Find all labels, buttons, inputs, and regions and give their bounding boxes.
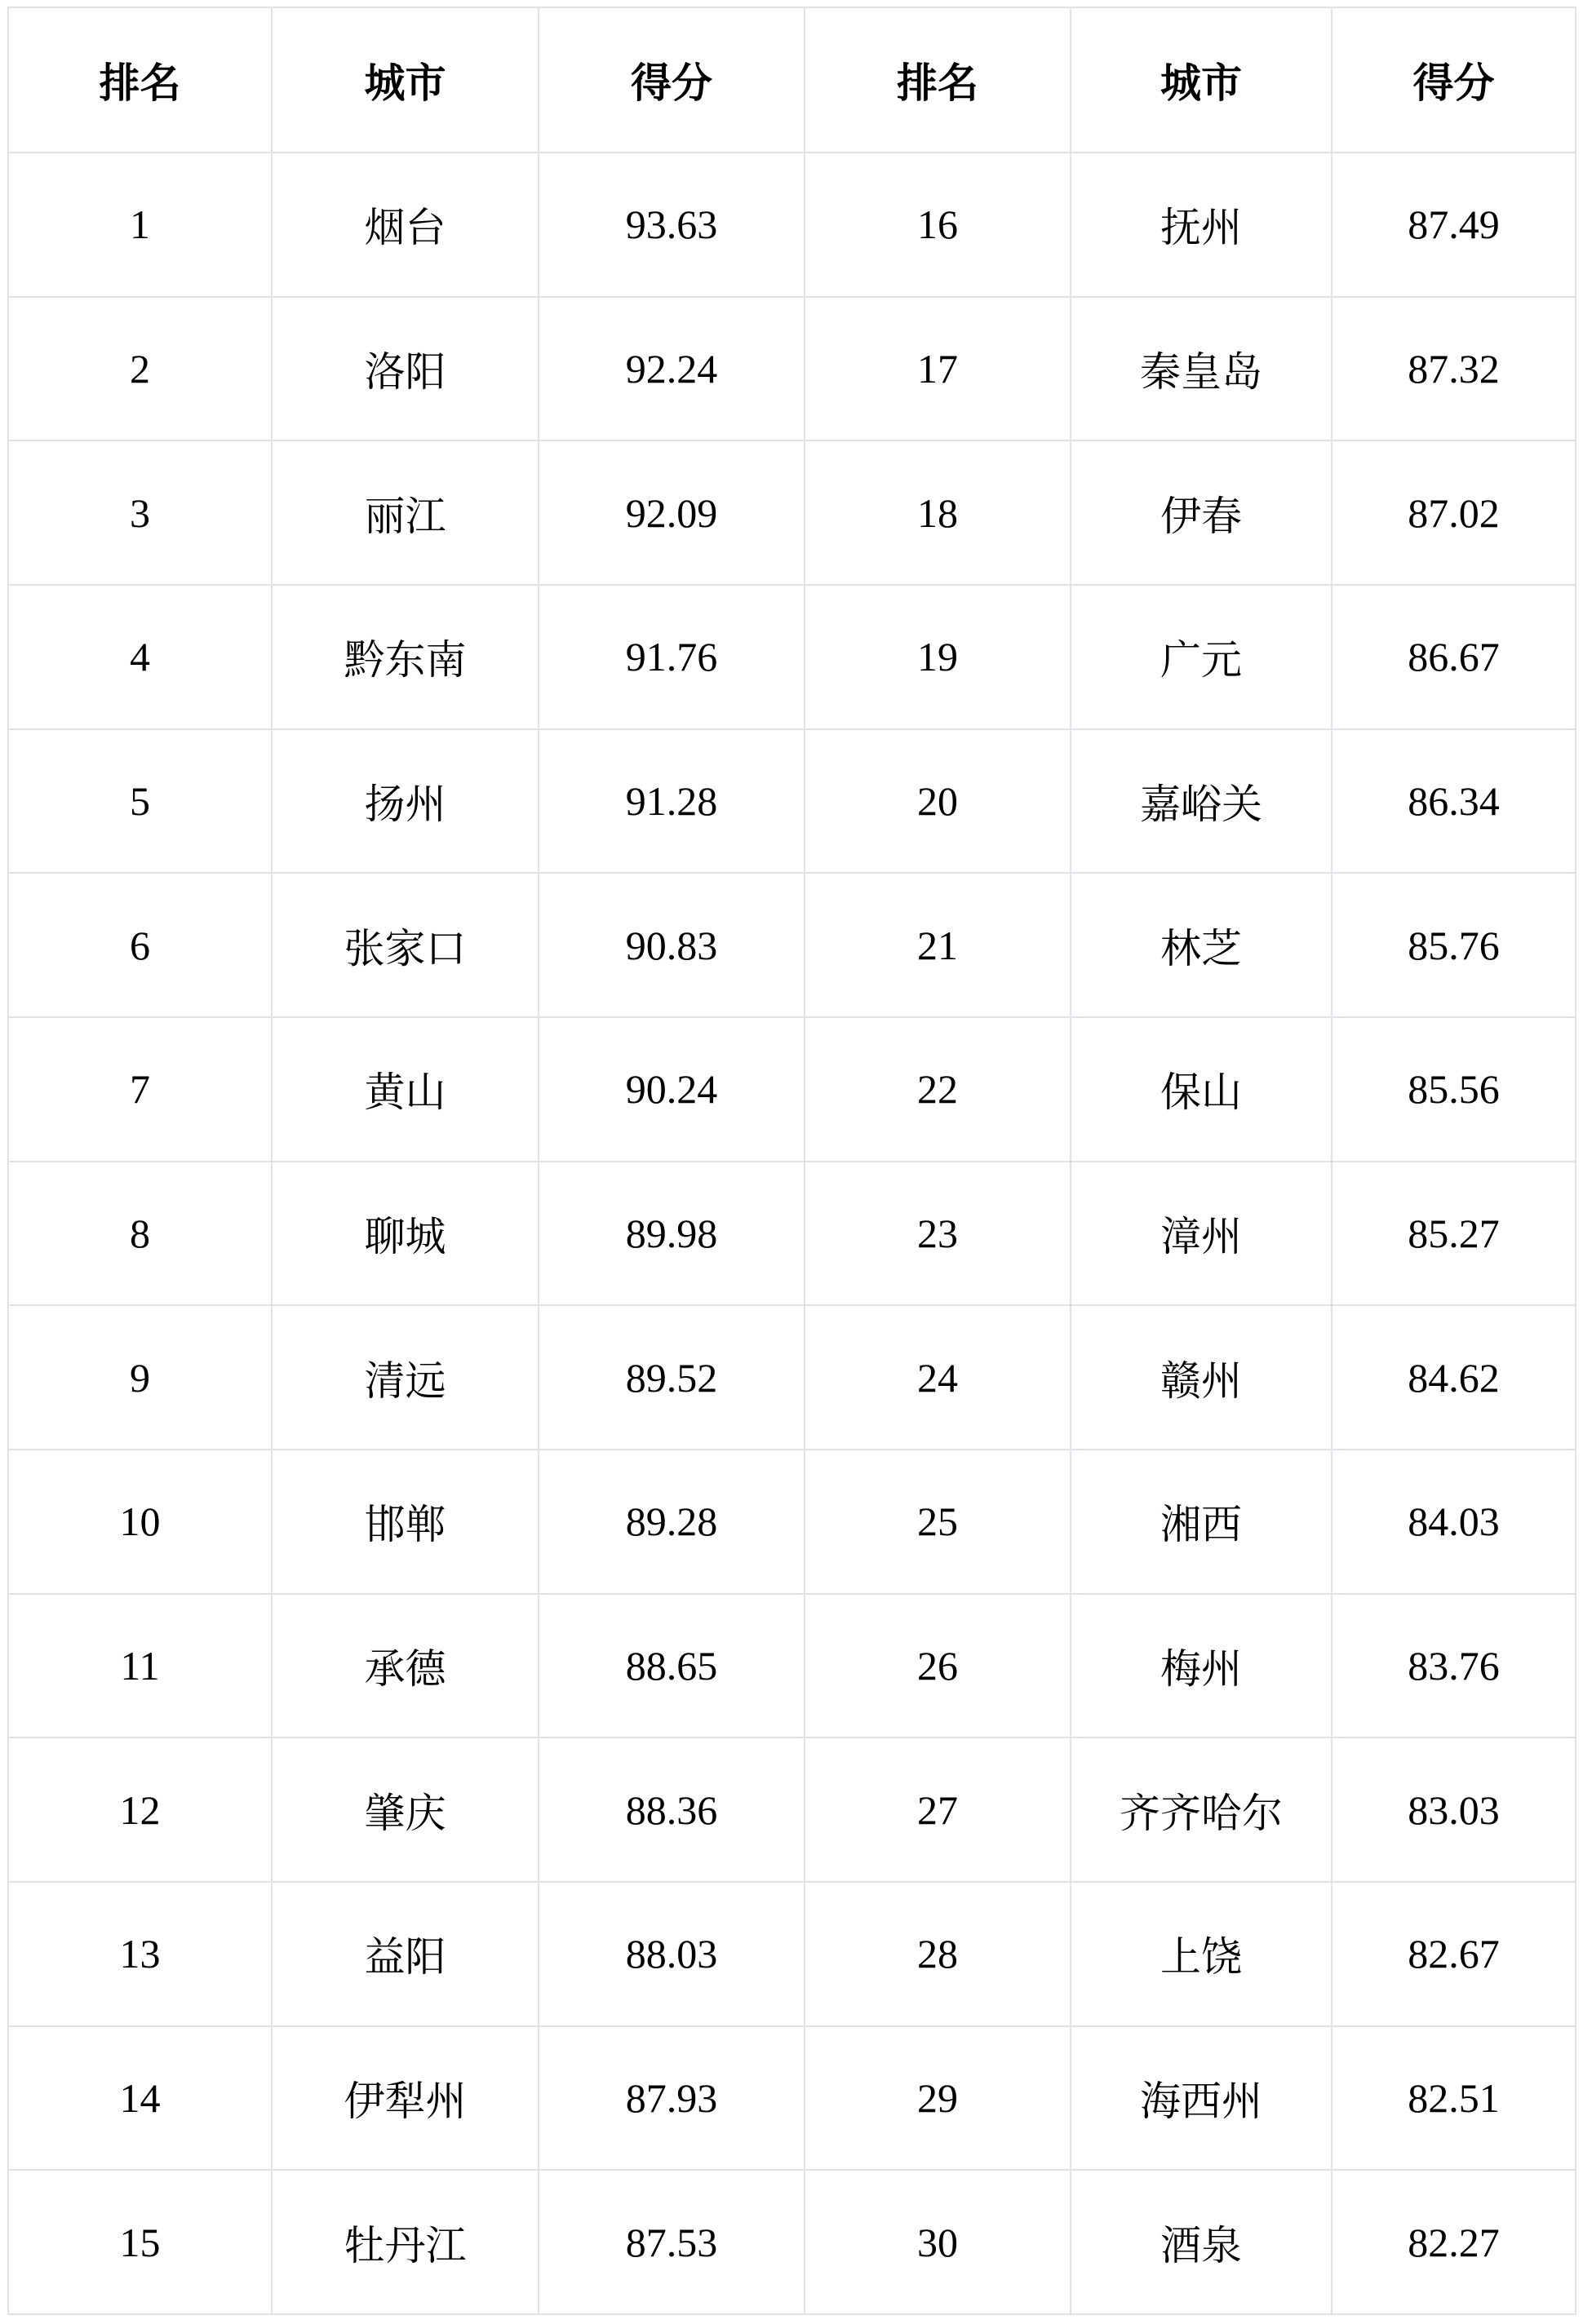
city-cell: 漳州 bbox=[1071, 1162, 1332, 1306]
city-cell: 清远 bbox=[272, 1305, 539, 1450]
score-cell: 84.62 bbox=[1332, 1305, 1576, 1450]
score-cell: 87.32 bbox=[1332, 297, 1576, 441]
city-cell: 伊犁州 bbox=[272, 2026, 539, 2171]
header-city-right: 城市 bbox=[1071, 7, 1332, 153]
city-cell: 伊春 bbox=[1071, 440, 1332, 585]
score-cell: 90.83 bbox=[539, 873, 805, 1017]
rank-cell: 23 bbox=[805, 1162, 1071, 1306]
table-row bbox=[8, 1162, 1576, 1306]
score-cell: 88.36 bbox=[539, 1737, 805, 1882]
rank-cell: 14 bbox=[8, 2026, 272, 2171]
rank-cell: 3 bbox=[8, 440, 272, 585]
city-cell: 广元 bbox=[1071, 585, 1332, 729]
rank-cell: 11 bbox=[8, 1594, 272, 1738]
city-cell: 洛阳 bbox=[272, 297, 539, 441]
score-cell: 90.24 bbox=[539, 1017, 805, 1162]
score-cell: 89.28 bbox=[539, 1450, 805, 1594]
score-cell: 93.63 bbox=[539, 153, 805, 297]
city-cell: 承德 bbox=[272, 1594, 539, 1738]
rank-cell: 16 bbox=[805, 153, 1071, 297]
rank-cell: 18 bbox=[805, 440, 1071, 585]
rank-cell: 21 bbox=[805, 873, 1071, 1017]
table-row bbox=[8, 1017, 1576, 1162]
rank-cell: 30 bbox=[805, 2170, 1071, 2314]
city-cell: 丽江 bbox=[272, 440, 539, 585]
score-cell: 85.27 bbox=[1332, 1162, 1576, 1306]
score-cell: 91.76 bbox=[539, 585, 805, 729]
score-cell: 89.98 bbox=[539, 1162, 805, 1306]
city-cell: 保山 bbox=[1071, 1017, 1332, 1162]
score-cell: 87.02 bbox=[1332, 440, 1576, 585]
city-cell: 赣州 bbox=[1071, 1305, 1332, 1450]
score-cell: 87.49 bbox=[1332, 153, 1576, 297]
city-cell: 邯郸 bbox=[272, 1450, 539, 1594]
rank-cell: 27 bbox=[805, 1737, 1071, 1882]
city-ranking-table bbox=[7, 7, 1576, 2315]
header-score-right: 得分 bbox=[1332, 7, 1576, 153]
score-cell: 82.27 bbox=[1332, 2170, 1576, 2314]
city-cell: 烟台 bbox=[272, 153, 539, 297]
rank-cell: 4 bbox=[8, 585, 272, 729]
score-cell: 92.09 bbox=[539, 440, 805, 585]
table-row bbox=[8, 729, 1576, 874]
score-cell: 88.65 bbox=[539, 1594, 805, 1738]
table-row bbox=[8, 297, 1576, 441]
score-cell: 88.03 bbox=[539, 1882, 805, 2026]
city-cell: 嘉峪关 bbox=[1071, 729, 1332, 874]
rank-cell: 2 bbox=[8, 297, 272, 441]
table-row bbox=[8, 873, 1576, 1017]
rank-cell: 28 bbox=[805, 1882, 1071, 2026]
rank-cell: 15 bbox=[8, 2170, 272, 2314]
city-cell: 秦皇岛 bbox=[1071, 297, 1332, 441]
rank-cell: 24 bbox=[805, 1305, 1071, 1450]
rank-cell: 25 bbox=[805, 1450, 1071, 1594]
table-row bbox=[8, 1594, 1576, 1738]
rank-cell: 7 bbox=[8, 1017, 272, 1162]
rank-cell: 12 bbox=[8, 1737, 272, 1882]
rank-cell: 10 bbox=[8, 1450, 272, 1594]
rank-cell: 8 bbox=[8, 1162, 272, 1306]
score-cell: 83.76 bbox=[1332, 1594, 1576, 1738]
table-row bbox=[8, 2170, 1576, 2314]
score-cell: 82.67 bbox=[1332, 1882, 1576, 2026]
score-cell: 89.52 bbox=[539, 1305, 805, 1450]
city-cell: 抚州 bbox=[1071, 153, 1332, 297]
rank-cell: 19 bbox=[805, 585, 1071, 729]
table-row bbox=[8, 153, 1576, 297]
table-row bbox=[8, 2026, 1576, 2171]
header-rank-right: 排名 bbox=[805, 7, 1071, 153]
rank-cell: 1 bbox=[8, 153, 272, 297]
header-rank-left: 排名 bbox=[8, 7, 272, 153]
table-row bbox=[8, 1737, 1576, 1882]
score-cell: 85.56 bbox=[1332, 1017, 1576, 1162]
rank-cell: 29 bbox=[805, 2026, 1071, 2171]
score-cell: 86.34 bbox=[1332, 729, 1576, 874]
score-cell: 84.03 bbox=[1332, 1450, 1576, 1594]
city-cell: 张家口 bbox=[272, 873, 539, 1017]
rank-cell: 6 bbox=[8, 873, 272, 1017]
rank-cell: 9 bbox=[8, 1305, 272, 1450]
city-cell: 酒泉 bbox=[1071, 2170, 1332, 2314]
header-row bbox=[8, 7, 1576, 153]
city-cell: 黄山 bbox=[272, 1017, 539, 1162]
city-cell: 林芝 bbox=[1071, 873, 1332, 1017]
city-cell: 上饶 bbox=[1071, 1882, 1332, 2026]
score-cell: 87.53 bbox=[539, 2170, 805, 2314]
city-cell: 牡丹江 bbox=[272, 2170, 539, 2314]
rank-cell: 5 bbox=[8, 729, 272, 874]
rank-cell: 13 bbox=[8, 1882, 272, 2026]
score-cell: 85.76 bbox=[1332, 873, 1576, 1017]
city-cell: 扬州 bbox=[272, 729, 539, 874]
rank-cell: 17 bbox=[805, 297, 1071, 441]
rank-cell: 22 bbox=[805, 1017, 1071, 1162]
city-cell: 海西州 bbox=[1071, 2026, 1332, 2171]
city-cell: 黔东南 bbox=[272, 585, 539, 729]
table-row bbox=[8, 1450, 1576, 1594]
city-cell: 益阳 bbox=[272, 1882, 539, 2026]
score-cell: 87.93 bbox=[539, 2026, 805, 2171]
score-cell: 83.03 bbox=[1332, 1737, 1576, 1882]
table-row bbox=[8, 440, 1576, 585]
city-cell: 梅州 bbox=[1071, 1594, 1332, 1738]
header-score-left: 得分 bbox=[539, 7, 805, 153]
score-cell: 86.67 bbox=[1332, 585, 1576, 729]
city-cell: 湘西 bbox=[1071, 1450, 1332, 1594]
score-cell: 82.51 bbox=[1332, 2026, 1576, 2171]
table-row bbox=[8, 1305, 1576, 1450]
rank-cell: 26 bbox=[805, 1594, 1071, 1738]
score-cell: 92.24 bbox=[539, 297, 805, 441]
table-row bbox=[8, 1882, 1576, 2026]
city-cell: 聊城 bbox=[272, 1162, 539, 1306]
rank-cell: 20 bbox=[805, 729, 1071, 874]
city-cell: 肇庆 bbox=[272, 1737, 539, 1882]
score-cell: 91.28 bbox=[539, 729, 805, 874]
city-cell: 齐齐哈尔 bbox=[1071, 1737, 1332, 1882]
table-row bbox=[8, 585, 1576, 729]
header-city-left: 城市 bbox=[272, 7, 539, 153]
